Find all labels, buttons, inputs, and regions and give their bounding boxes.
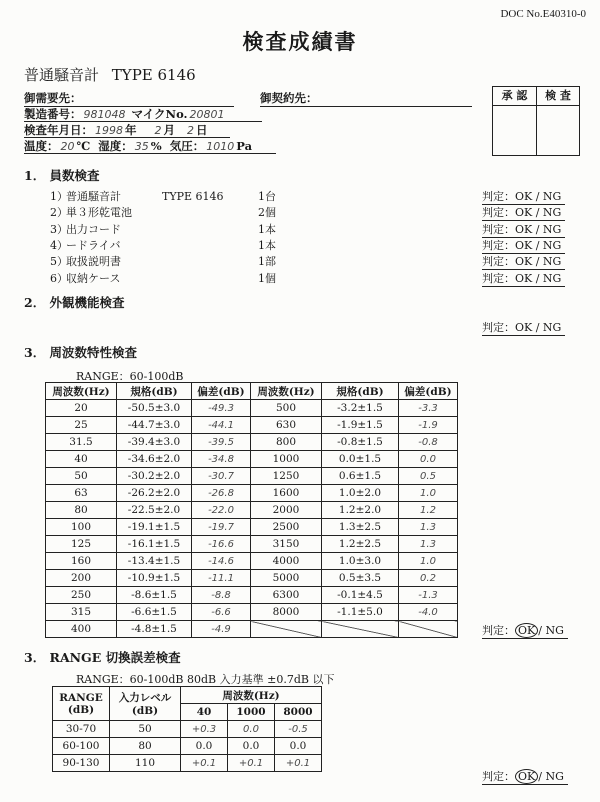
range-header-label: RANGE xyxy=(59,691,103,704)
date-year: 1998 xyxy=(95,124,123,137)
inventory-item xyxy=(50,253,298,267)
table-cell xyxy=(322,621,399,638)
table-cell: -39.4±3.0 xyxy=(117,434,192,451)
customer-label: 御需要先： xyxy=(24,90,234,107)
inventory-item-judgement: 判定：OK / NG xyxy=(482,188,565,205)
table-cell: 315 xyxy=(46,604,117,621)
table-cell: 0.0±1.5 xyxy=(322,451,399,468)
table-cell: -6.6 xyxy=(192,604,251,621)
table-cell: 63 xyxy=(46,485,117,502)
col-freq-8000: 8000 xyxy=(275,704,322,721)
table-row xyxy=(46,485,458,502)
humidity-value: 35 xyxy=(134,140,149,153)
section2-title: 2． 外観機能検査 xyxy=(24,295,125,310)
table-cell: 1.3 xyxy=(399,536,458,553)
table-cell: 1.3±2.5 xyxy=(322,519,399,536)
table-cell: +0.1 xyxy=(181,755,228,772)
table-cell: -50.5±3.0 xyxy=(117,400,192,417)
environment-line xyxy=(24,138,276,154)
mic-label: マイクNo. xyxy=(131,107,188,121)
section4-judgement xyxy=(482,768,568,785)
section3-judgement-ok: OK xyxy=(515,623,538,638)
table-row xyxy=(46,451,458,468)
inventory-item-judgement: 判定：OK / NG xyxy=(482,253,565,270)
serial-value: 981048 xyxy=(83,108,126,121)
table-cell: -19.7 xyxy=(192,519,251,536)
pressure-unit: Pa xyxy=(236,139,253,153)
inventory-item-qty: 1本 xyxy=(258,222,276,236)
table-cell: -49.3 xyxy=(192,400,251,417)
col-spec2: 規格(dB) xyxy=(322,383,399,400)
level-header-label: 入力レベル xyxy=(118,692,172,704)
inventory-item xyxy=(50,221,298,235)
section3-title: 3． 周波数特性検査 xyxy=(24,345,138,360)
table-cell: 5000 xyxy=(251,570,322,587)
page-title: 検査成績書 xyxy=(242,29,358,54)
table-cell: -4.8±1.5 xyxy=(117,621,192,638)
table-cell: 0.5±3.5 xyxy=(322,570,399,587)
table-cell: -13.4±1.5 xyxy=(117,553,192,570)
section3-judgement-prefix: 判定： xyxy=(482,624,515,637)
table-row xyxy=(46,553,458,570)
table-cell: 0.0 xyxy=(228,721,275,738)
table-cell: 1.2±2.5 xyxy=(322,536,399,553)
table-row xyxy=(46,417,458,434)
table-cell xyxy=(399,621,458,638)
table-cell: 1.2 xyxy=(399,502,458,519)
table-cell: 800 xyxy=(251,434,322,451)
col-dev: 偏差(dB) xyxy=(192,383,251,400)
section3-range: RANGE：60-100dB xyxy=(76,370,184,383)
table-row xyxy=(53,721,322,738)
range-error-table xyxy=(52,686,322,772)
inventory-item-qty: 1部 xyxy=(258,255,276,269)
inventory-item-num: 3） xyxy=(50,222,68,236)
table-cell: 80 xyxy=(46,502,117,519)
table-cell: -34.8 xyxy=(192,451,251,468)
table-cell: 1.2±2.0 xyxy=(322,502,399,519)
table-cell: 125 xyxy=(46,536,117,553)
table-cell: -1.1±5.0 xyxy=(322,604,399,621)
table-cell: 1250 xyxy=(251,468,322,485)
col-range xyxy=(53,687,110,721)
inventory-item-qty: 1本 xyxy=(258,238,276,252)
table-cell: +0.1 xyxy=(275,755,322,772)
section3-judgement xyxy=(482,622,568,639)
approve-header: 承 認 xyxy=(493,87,537,106)
col-freq2: 周波数(Hz) xyxy=(251,383,322,400)
table-cell: -11.1 xyxy=(192,570,251,587)
product-line xyxy=(24,64,204,85)
table-cell: -0.8±1.5 xyxy=(322,434,399,451)
table-cell: -4.0 xyxy=(399,604,458,621)
table-cell: 0.0 xyxy=(275,738,322,755)
table-cell: 2000 xyxy=(251,502,322,519)
table-row xyxy=(46,502,458,519)
frequency-table xyxy=(45,382,458,638)
doc-number: DOC No.E40310-0 xyxy=(500,8,586,20)
temp-label: 温度： xyxy=(24,139,59,153)
table-row xyxy=(53,738,322,755)
table-row xyxy=(46,536,458,553)
table-cell: -19.1±1.5 xyxy=(117,519,192,536)
date-day-unit: 日 xyxy=(196,123,208,137)
table-cell: 50 xyxy=(110,721,181,738)
humidity-unit: % xyxy=(150,139,162,153)
inventory-item-type: TYPE 6146 xyxy=(162,190,224,203)
table-cell: -10.9±1.5 xyxy=(117,570,192,587)
table-cell: -30.7 xyxy=(192,468,251,485)
product-name: 普通騒音計 xyxy=(24,66,100,84)
table-cell: -44.7±3.0 xyxy=(117,417,192,434)
table-cell: +0.1 xyxy=(228,755,275,772)
table-cell: -22.5±2.0 xyxy=(117,502,192,519)
section4-note: RANGE：60-100dB 80dB 入力基準 ±0.7dB 以下 xyxy=(76,673,335,686)
table-cell: -34.6±2.0 xyxy=(117,451,192,468)
temp-unit: ℃ xyxy=(76,139,91,153)
table-row xyxy=(46,587,458,604)
table-cell: 60-100 xyxy=(53,738,110,755)
mic-value: 20801 xyxy=(189,108,225,121)
col-freq: 周波数(Hz) xyxy=(46,383,117,400)
table-cell: -0.8 xyxy=(399,434,458,451)
table-cell: +0.3 xyxy=(181,721,228,738)
table-cell: -0.1±4.5 xyxy=(322,587,399,604)
table-cell: 0.0 xyxy=(399,451,458,468)
table-cell: 160 xyxy=(46,553,117,570)
table-cell: 0.2 xyxy=(399,570,458,587)
table-cell: -8.8 xyxy=(192,587,251,604)
table-cell: 1.0 xyxy=(399,553,458,570)
table-cell: -16.6 xyxy=(192,536,251,553)
table-cell: -1.3 xyxy=(399,587,458,604)
inventory-item xyxy=(50,204,298,218)
col-freq-40: 40 xyxy=(181,704,228,721)
table-cell: 90-130 xyxy=(53,755,110,772)
table-cell: 50 xyxy=(46,468,117,485)
table-cell: 6300 xyxy=(251,587,322,604)
inventory-item-num: 1） xyxy=(50,190,68,203)
table-cell: 80 xyxy=(110,738,181,755)
table-row xyxy=(46,434,458,451)
section1-title: 1． 員数検査 xyxy=(24,168,100,183)
col-frequency-group: 周波数(Hz) xyxy=(181,687,322,704)
table-row xyxy=(46,519,458,536)
product-type: TYPE 6146 xyxy=(111,66,196,84)
pressure-value: 1010 xyxy=(206,140,235,153)
table-cell: 110 xyxy=(110,755,181,772)
section4-title: 3． RANGE 切換誤差検査 xyxy=(24,650,181,665)
table-cell: 30-70 xyxy=(53,721,110,738)
table-row xyxy=(46,570,458,587)
table-cell: 20 xyxy=(46,400,117,417)
inventory-item-qty: 1台 xyxy=(258,190,276,203)
inventory-item-qty: 2個 xyxy=(258,206,276,220)
table-row xyxy=(46,621,458,638)
date-month-unit: 月 xyxy=(163,123,176,137)
table-cell: 400 xyxy=(46,621,117,638)
table-cell: -30.2±2.0 xyxy=(117,468,192,485)
table-cell: -1.9 xyxy=(399,417,458,434)
table-cell: -26.2±2.0 xyxy=(117,485,192,502)
table-cell: -0.5 xyxy=(275,721,322,738)
table-cell: 500 xyxy=(251,400,322,417)
table-cell: 0.0 xyxy=(181,738,228,755)
date-day: 2 xyxy=(187,124,195,137)
table-cell: -39.5 xyxy=(192,434,251,451)
table-cell: 25 xyxy=(46,417,117,434)
table-cell: 1.0±2.0 xyxy=(322,485,399,502)
inventory-item-num: 5） xyxy=(50,255,68,269)
range-header-row-1 xyxy=(53,687,322,704)
table-cell: -22.0 xyxy=(192,502,251,519)
section3-judgement-suffix: / NG xyxy=(538,624,564,637)
table-cell: 250 xyxy=(46,587,117,604)
table-cell: 8000 xyxy=(251,604,322,621)
table-cell: 2500 xyxy=(251,519,322,536)
customer-line xyxy=(24,90,472,105)
frequency-header-row xyxy=(46,383,458,400)
table-cell: 1.0 xyxy=(399,485,458,502)
table-cell: 4000 xyxy=(251,553,322,570)
table-cell: 1600 xyxy=(251,485,322,502)
temp-value: 20 xyxy=(60,140,75,153)
inventory-item-name: 取扱説明書 xyxy=(66,255,121,269)
table-cell: 1.3 xyxy=(399,519,458,536)
table-cell xyxy=(251,621,322,638)
section4-judgement-suffix: / NG xyxy=(538,770,564,783)
table-cell: -3.3 xyxy=(399,400,458,417)
inventory-item-judgement: 判定：OK / NG xyxy=(482,221,565,238)
range-header-unit: (dB) xyxy=(67,703,95,716)
table-cell: 630 xyxy=(251,417,322,434)
table-cell: 3150 xyxy=(251,536,322,553)
section4-judgement-prefix: 判定： xyxy=(482,770,515,783)
inventory-item-num: 4） xyxy=(50,238,68,252)
table-cell: 100 xyxy=(46,519,117,536)
inventory-item-name: 普通騒音計 xyxy=(66,190,121,203)
table-cell: -3.2±1.5 xyxy=(322,400,399,417)
table-cell: -16.1±1.5 xyxy=(117,536,192,553)
table-cell: 40 xyxy=(46,451,117,468)
table-cell: -4.9 xyxy=(192,621,251,638)
pressure-label: 気圧： xyxy=(169,139,205,153)
col-freq-1000: 1000 xyxy=(228,704,275,721)
table-row xyxy=(53,755,322,772)
humidity-label: 湿度： xyxy=(98,139,133,153)
table-cell: -44.1 xyxy=(192,417,251,434)
table-cell: -14.6 xyxy=(192,553,251,570)
date-label: 検査年月日： xyxy=(24,123,93,137)
col-dev2: 偏差(dB) xyxy=(399,383,458,400)
date-line xyxy=(24,122,230,138)
inventory-item-name: 収納ケース xyxy=(66,271,121,285)
table-cell: 200 xyxy=(46,570,117,587)
table-cell: -6.6±1.5 xyxy=(117,604,192,621)
approval-stamp-box xyxy=(492,86,580,156)
table-cell: 1000 xyxy=(251,451,322,468)
contract-label: 御契約先： xyxy=(260,90,472,107)
col-spec: 規格(dB) xyxy=(117,383,192,400)
inventory-item-judgement: 判定：OK / NG xyxy=(482,270,565,287)
inventory-item-num: 2） xyxy=(50,206,68,220)
inventory-item-num: 6） xyxy=(50,271,68,285)
inventory-item-judgement: 判定：OK / NG xyxy=(482,237,565,254)
table-cell: 1.0±3.0 xyxy=(322,553,399,570)
table-cell: 0.6±1.5 xyxy=(322,468,399,485)
serial-line xyxy=(24,106,262,122)
inspect-header: 検 査 xyxy=(537,87,579,106)
serial-label: 製造番号： xyxy=(24,107,82,121)
section4-judgement-ok: OK xyxy=(515,769,538,784)
level-header-unit: (dB) xyxy=(131,705,159,717)
stamp-divider xyxy=(536,105,537,155)
inventory-item-name: 出力コード xyxy=(66,222,121,236)
table-cell: 0.5 xyxy=(399,468,458,485)
col-input-level xyxy=(110,687,181,721)
table-cell: 0.0 xyxy=(228,738,275,755)
table-cell: -26.8 xyxy=(192,485,251,502)
inventory-item xyxy=(50,188,298,202)
inventory-item-name: ードライバ xyxy=(66,238,121,252)
table-cell: 31.5 xyxy=(46,434,117,451)
section2-judgement: 判定：OK / NG xyxy=(482,319,565,336)
table-row xyxy=(46,468,458,485)
inventory-item-judgement: 判定：OK / NG xyxy=(482,204,565,221)
date-month: 2 xyxy=(154,124,162,137)
date-year-unit: 年 xyxy=(125,123,137,137)
inventory-item-qty: 1個 xyxy=(258,271,276,285)
table-cell: -8.6±1.5 xyxy=(117,587,192,604)
inventory-item-name: 単３形乾電池 xyxy=(66,206,132,220)
inventory-item xyxy=(50,270,298,284)
table-row xyxy=(46,400,458,417)
table-cell: -1.9±1.5 xyxy=(322,417,399,434)
table-row xyxy=(46,604,458,621)
inventory-item xyxy=(50,237,298,251)
